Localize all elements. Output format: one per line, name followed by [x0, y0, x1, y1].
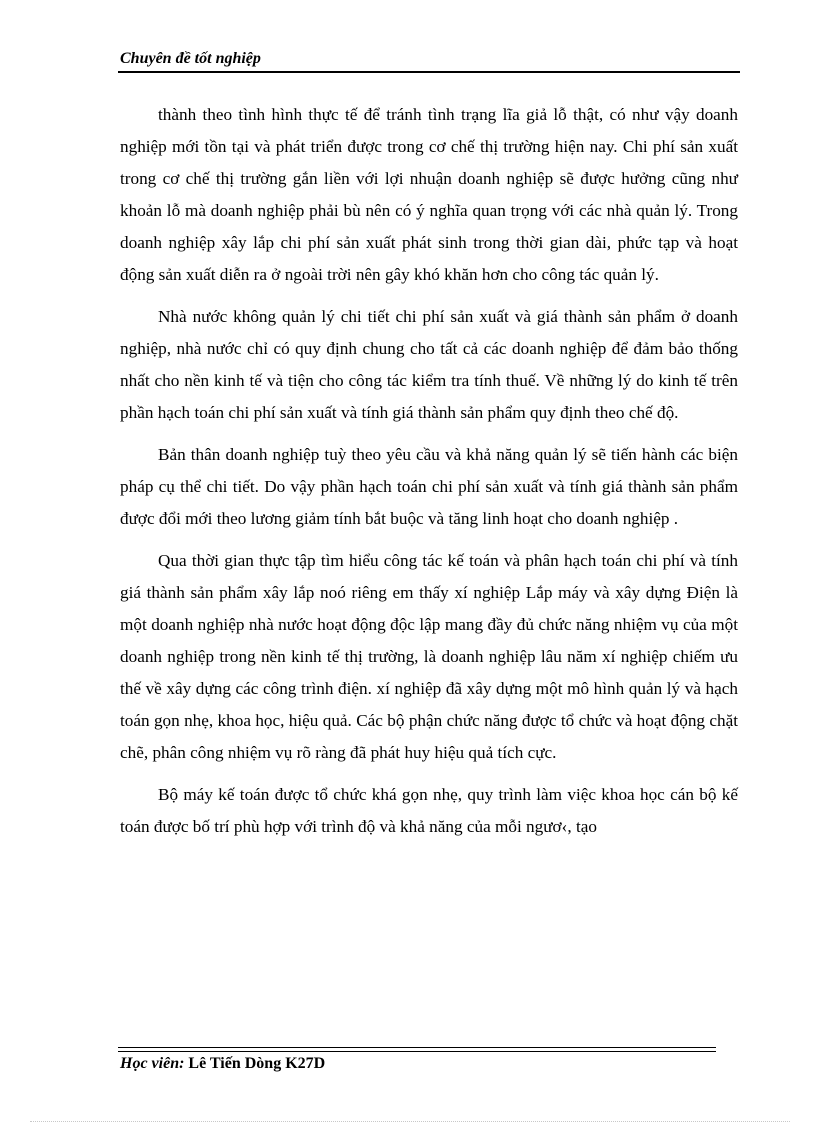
paragraph-4: Qua thời gian thực tập tìm hiểu công tác kế toán và phân hạch toán chi phí và tính giá thành sản phẩm xây lắp noó riêng em thấy xí nghiệp Lắp máy và xây dựng Điện là một doanh nghiệp nhà nước hoạt động độc lập mang đầy đủ chức năng nhiệm vụ của một doanh nghiệp trong nền kinh tế thị trường, là doanh nghiệp lâu năm xí nghiệp chiếm ưu thế về xây dựng các công trình điện. xí nghiệp đã xây dựng một mô hình quản lý và hạch toán gọn nhẹ, khoa học, hiệu quả. Các bộ phận chức năng được tổ chức và hoạt động chặt chẽ, phân công nhiệm vụ rõ ràng đã phát huy hiệu quả tích cực.	[120, 551, 738, 762]
header-divider	[118, 71, 740, 73]
footer-label: Học viên:	[120, 1055, 185, 1072]
paragraph-5: Bộ máy kế toán được tổ chức khá gọn nhẹ, quy trình làm việc khoa học cán bộ kế toán được bố trí phù hợp với trình độ và khả năng của mỗi ngươ‹, tạo	[120, 785, 738, 836]
page-header-title: Chuyên đề tốt nghiệp	[120, 50, 261, 67]
page-footer	[120, 1055, 325, 1073]
paragraph-2: Nhà nước không quản lý chi tiết chi phí sản xuất và giá thành sản phẩm ở doanh nghiệp, nhà nước chỉ có quy định chung cho tất cả các doanh nghiệp để đảm bảo thống nhất cho nền kinh tế và tiện cho công tác kiểm tra tính thuế. Về những lý do kinh tế trên phần hạch toán chi phí sản xuất và tính giá thành sản phẩm quy định theo chế độ.	[120, 307, 738, 422]
paragraph-3: Bản thân doanh nghiệp tuỳ theo yêu cầu và khả năng quản lý sẽ tiến hành các biện pháp cụ thể chi tiết. Do vậy phần hạch toán chi phí sản xuất và tính giá thành sản phẩm được đổi mới theo lương giảm tính bắt buộc và tăng linh hoạt cho doanh nghiệp .	[120, 445, 738, 528]
page-bottom-dotted-line	[30, 1121, 790, 1122]
footer-divider	[118, 1047, 716, 1052]
footer-author: Lê Tiến Dòng K27D	[188, 1055, 326, 1072]
document-body	[120, 99, 738, 853]
paragraph-1: thành theo tình hình thực tế để tránh tình trạng lĩa giả lỗ thật, có như vậy doanh nghiệp mới tồn tại và phát triển được trong cơ chế thị trường hiện nay. Chi phí sản xuất trong cơ chế thị trường gắn liền với lợi nhuận doanh nghiệp sẽ được hưởng cũng như khoản lỗ mà doanh nghiệp phải bù nên có ý nghĩa quan trọng với các nhà quản lý. Trong doanh nghiệp xây lắp chi phí sản xuất phát sinh trong thời gian dài, phức tạp và hoạt động sản xuất diễn ra ở ngoài trời nên gây khó khăn hơn cho công tác quản lý.	[120, 105, 738, 284]
